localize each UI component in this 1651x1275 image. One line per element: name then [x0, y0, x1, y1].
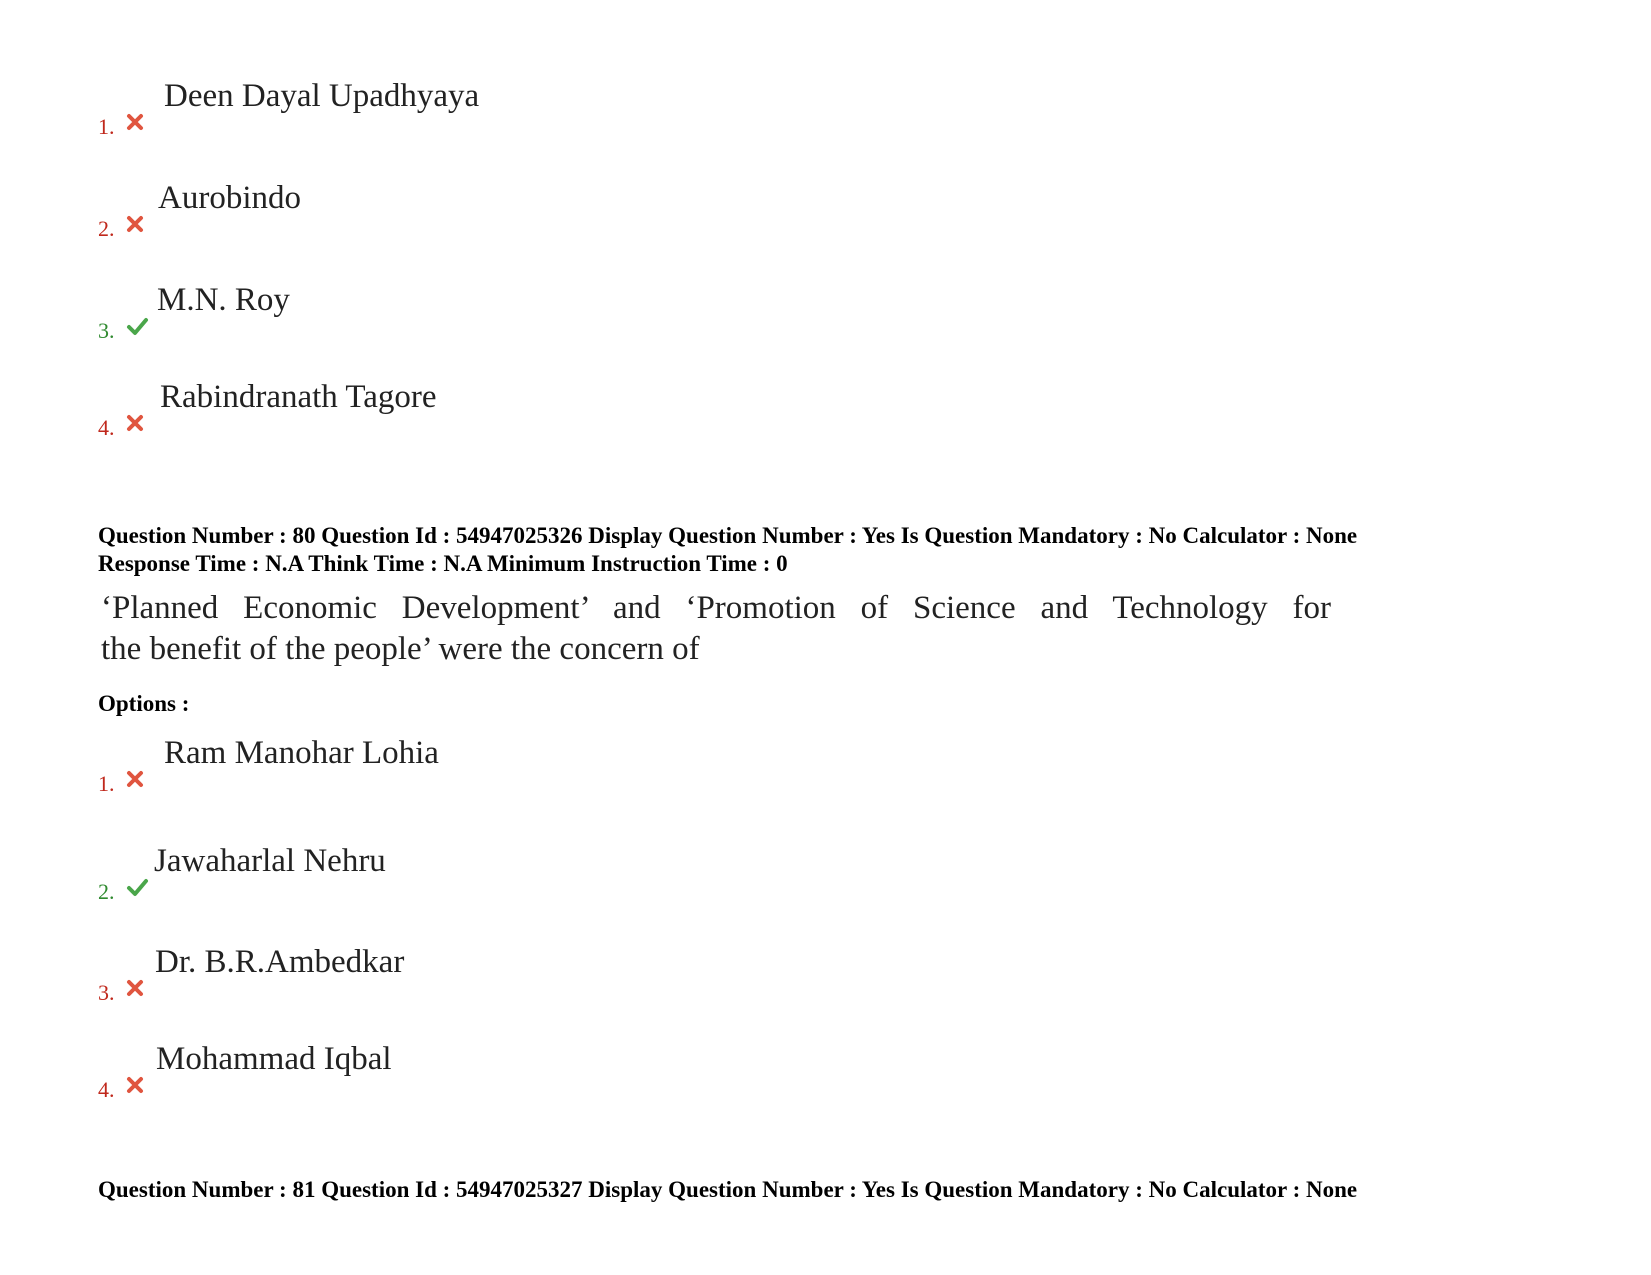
option-number: 1.	[98, 771, 115, 796]
option-number: 2.	[98, 216, 115, 241]
option-number: 4.	[98, 1077, 115, 1102]
prev-option-3	[98, 282, 798, 342]
question-80-text	[101, 588, 1331, 670]
option-number: 4.	[98, 415, 115, 440]
prev-option-4	[98, 379, 798, 439]
cross-icon	[125, 112, 145, 132]
option-text: Ram Manohar Lohia	[164, 735, 439, 771]
option-number: 1.	[98, 114, 115, 139]
q80-option-4	[98, 1041, 798, 1101]
q80-option-2	[98, 843, 798, 903]
cross-icon	[125, 214, 145, 234]
option-text: Deen Dayal Upadhyaya	[164, 78, 480, 114]
option-text: Dr. B.R.Ambedkar	[155, 944, 405, 980]
question-80-meta-line2: Response Time : N.A Think Time : N.A Minimum Instruction Time : 0	[98, 551, 788, 576]
cross-icon	[125, 978, 145, 998]
cross-icon	[125, 769, 145, 789]
check-icon	[125, 316, 149, 336]
cross-icon	[125, 413, 145, 433]
option-number: 3.	[98, 318, 115, 343]
check-icon	[125, 877, 149, 897]
prev-option-2	[98, 180, 798, 240]
option-text: Jawaharlal Nehru	[154, 843, 386, 879]
q80-option-3	[98, 944, 798, 1004]
question-81-meta-line1: Question Number : 81 Question Id : 54947025327 Display Question Number : Yes Is Question Mandatory : No Calculator : None	[98, 1177, 1358, 1202]
option-number: 2.	[98, 879, 115, 904]
option-text: Mohammad Iqbal	[156, 1041, 392, 1077]
option-number: 3.	[98, 980, 115, 1005]
options-label: Options :	[98, 691, 190, 716]
question-text-line: ‘Planned Economic Development’ and ‘Promotion of Science and Technology for	[101, 590, 1331, 626]
option-text: Rabindranath Tagore	[160, 379, 437, 415]
question-80-meta-line1: Question Number : 80 Question Id : 54947025326 Display Question Number : Yes Is Question Mandatory : No Calculator : None	[98, 523, 1358, 548]
prev-option-1	[98, 78, 798, 138]
q80-option-1	[98, 735, 798, 795]
option-text: Aurobindo	[158, 180, 301, 216]
question-text-line: the benefit of the people’ were the concern of	[101, 631, 700, 667]
cross-icon	[125, 1075, 145, 1095]
option-text: M.N. Roy	[157, 282, 290, 318]
